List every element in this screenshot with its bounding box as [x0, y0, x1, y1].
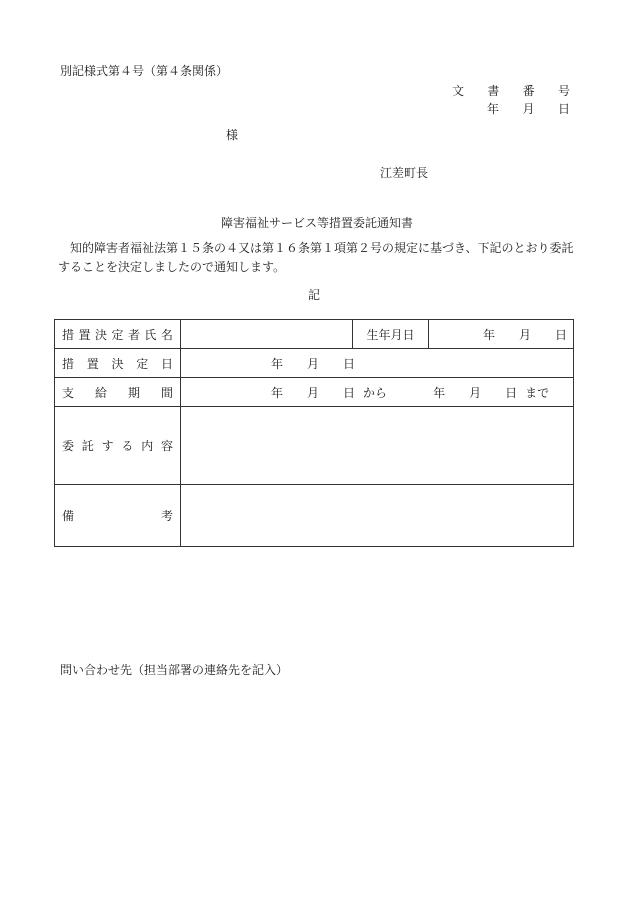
- label-consignment-content: 委 託 す る 内 容: [55, 407, 181, 485]
- label-decision-date: 措 置 決 定 日: [55, 349, 181, 378]
- body-text: [58, 239, 578, 277]
- form-number: 別記様式第４号（第４条関係）: [60, 64, 229, 78]
- ki-heading: 記: [308, 288, 321, 302]
- value-payment-period: 年 月 日 から 年 月 日 まで: [181, 378, 574, 407]
- addressee-honorific: 様: [226, 128, 239, 142]
- sender-name: 江差町長: [380, 166, 429, 180]
- label-payment-period: 支 給 期 間: [55, 378, 181, 407]
- row-remarks: [55, 485, 574, 547]
- document-date-label: 年 月 日: [487, 102, 570, 116]
- label-birth-date: 生年月日: [353, 320, 429, 349]
- row-recipient-name: [55, 320, 574, 349]
- notice-form-table: [54, 319, 574, 547]
- body-line-1: 知的障害者福祉法第１５条の４又は第１６条第１項第２号の規定に基づき、下記のとおり委託: [70, 241, 574, 255]
- row-decision-date: [55, 349, 574, 378]
- value-birth-date: 年 月 日: [429, 320, 574, 349]
- row-payment-period: [55, 378, 574, 407]
- value-decision-date: 年 月 日: [181, 349, 574, 378]
- row-consignment-content: [55, 407, 574, 485]
- document-title: 障害福祉サービス等措置委託通知書: [221, 216, 414, 230]
- document-number-label: 文 書 番 号: [452, 84, 570, 98]
- value-recipient-name: [181, 320, 353, 349]
- body-line-2: することを決定しましたので通知します。: [58, 260, 286, 274]
- value-consignment-content: [181, 407, 574, 485]
- value-remarks: [181, 485, 574, 547]
- label-remarks: 備 考: [55, 485, 181, 547]
- label-recipient-name: 措 置 決 定 者 氏 名: [55, 320, 181, 349]
- contact-note: 問い合わせ先（担当部署の連絡先を記入）: [60, 663, 289, 677]
